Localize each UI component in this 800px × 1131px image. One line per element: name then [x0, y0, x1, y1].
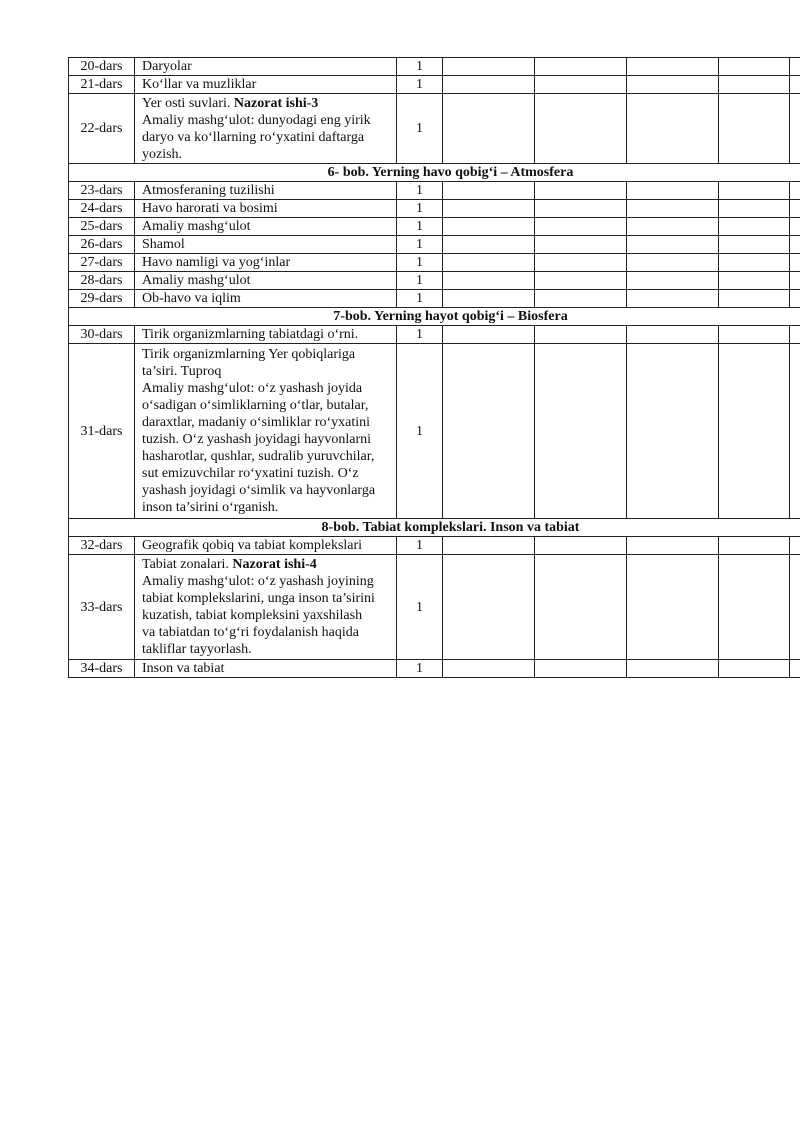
topic-line: [142, 397, 393, 414]
lesson-row: [69, 326, 800, 344]
lesson-hours: 1: [397, 290, 443, 308]
topic-line: [142, 482, 393, 499]
topic-line: [142, 380, 393, 397]
empty-cell: [443, 537, 535, 555]
empty-cell: [443, 218, 535, 236]
topic-line-text: Tabiat zonalari.: [142, 557, 233, 572]
lesson-plan-table: [68, 57, 800, 678]
empty-cell: [627, 94, 719, 164]
empty-cell: [535, 326, 627, 344]
empty-cell: [719, 344, 790, 519]
lesson-hours: 1: [397, 344, 443, 519]
empty-cell: [443, 555, 535, 660]
control-work-label: Nazorat ishi-3: [233, 95, 319, 111]
topic-line: [142, 590, 393, 607]
lesson-hours: 1: [397, 200, 443, 218]
chapter-heading-row: [69, 164, 800, 182]
lesson-row: [69, 200, 800, 218]
topic-line: [142, 112, 393, 129]
topic-line-text: Amaliy mashg‘ulot: o‘z yashash joyida: [142, 381, 363, 396]
empty-cell: [627, 236, 719, 254]
empty-cell: [535, 537, 627, 555]
topic-line-text: Shamol: [142, 237, 185, 252]
topic-line-text: Havo harorati va bosimi: [142, 201, 278, 216]
lesson-hours: 1: [397, 58, 443, 76]
empty-cell: [627, 76, 719, 94]
lesson-number: 23-dars: [69, 182, 135, 200]
lesson-number: 20-dars: [69, 58, 135, 76]
empty-cell: [627, 537, 719, 555]
empty-cell: [535, 660, 627, 678]
lesson-row: [69, 272, 800, 290]
lesson-number: 27-dars: [69, 254, 135, 272]
topic-line: [142, 624, 393, 641]
empty-cell: [535, 182, 627, 200]
empty-cell: [790, 58, 800, 76]
topic-line: [142, 95, 393, 112]
empty-cell: [443, 76, 535, 94]
topic-line-text: Geografik qobiq va tabiat komplekslari: [142, 538, 363, 553]
topic-line: [142, 363, 393, 380]
lesson-row: [69, 344, 800, 519]
lesson-number: 34-dars: [69, 660, 135, 678]
empty-cell: [535, 218, 627, 236]
topic-line-text: daryo va ko‘llarning ro‘yxatini daftarga: [142, 129, 365, 145]
topic-line: [142, 129, 393, 146]
empty-cell: [535, 344, 627, 519]
lesson-row: [69, 76, 800, 94]
lesson-topic: [135, 344, 397, 519]
topic-line: [142, 218, 393, 235]
chapter-title: 7-bob. Yerning hayot qobig‘i – Biosfera: [69, 308, 800, 326]
topic-line-text: tabiat komplekslarini, unga inson ta’sirini: [142, 591, 375, 606]
empty-cell: [627, 660, 719, 678]
empty-cell: [790, 537, 800, 555]
empty-cell: [535, 236, 627, 254]
empty-cell: [719, 537, 790, 555]
topic-line-text: o‘sadigan o‘simliklarning o‘tlar, butalar,: [142, 398, 369, 413]
topic-line: [142, 326, 393, 343]
lesson-hours: 1: [397, 660, 443, 678]
lesson-number: 21-dars: [69, 76, 135, 94]
empty-cell: [719, 94, 790, 164]
lesson-hours: 1: [397, 326, 443, 344]
chapter-title: 8-bob. Tabiat komplekslari. Inson va tabiat: [69, 519, 800, 537]
topic-line: [142, 573, 393, 590]
empty-cell: [627, 326, 719, 344]
empty-cell: [719, 58, 790, 76]
empty-cell: [627, 200, 719, 218]
lesson-hours: 1: [397, 94, 443, 164]
lesson-topic: [135, 326, 397, 344]
empty-cell: [790, 290, 800, 308]
empty-cell: [627, 290, 719, 308]
lesson-row: [69, 537, 800, 555]
lesson-row: [69, 218, 800, 236]
lesson-number: 33-dars: [69, 555, 135, 660]
lesson-number: 22-dars: [69, 94, 135, 164]
empty-cell: [719, 272, 790, 290]
topic-line: [142, 58, 393, 75]
empty-cell: [443, 660, 535, 678]
chapter-heading-row: [69, 519, 800, 537]
lesson-number: 25-dars: [69, 218, 135, 236]
topic-line-text: inson ta’sirini o‘rganish.: [142, 500, 279, 515]
topic-line-text: Tirik organizmlarning Yer qobiqlariga: [142, 347, 356, 362]
empty-cell: [790, 94, 800, 164]
empty-cell: [535, 290, 627, 308]
lesson-topic: [135, 58, 397, 76]
empty-cell: [535, 555, 627, 660]
lesson-hours: 1: [397, 236, 443, 254]
empty-cell: [719, 290, 790, 308]
topic-line: [142, 146, 393, 163]
lesson-hours: 1: [397, 555, 443, 660]
empty-cell: [535, 254, 627, 272]
empty-cell: [719, 218, 790, 236]
topic-line: [142, 448, 393, 465]
empty-cell: [790, 272, 800, 290]
lesson-number: 30-dars: [69, 326, 135, 344]
lesson-hours: 1: [397, 182, 443, 200]
topic-line-text: sut emizuvchilar ro‘yxatini tuzish. O‘z: [142, 466, 359, 481]
topic-line: [142, 641, 393, 658]
lesson-topic: [135, 76, 397, 94]
topic-line-text: yozish.: [142, 146, 183, 162]
empty-cell: [535, 76, 627, 94]
empty-cell: [790, 236, 800, 254]
topic-line: [142, 607, 393, 624]
topic-line-text: Inson va tabiat: [142, 661, 225, 676]
empty-cell: [627, 254, 719, 272]
topic-line: [142, 182, 393, 199]
empty-cell: [443, 58, 535, 76]
empty-cell: [719, 182, 790, 200]
lesson-row: [69, 555, 800, 660]
empty-cell: [443, 326, 535, 344]
topic-line-text: hasharotlar, qushlar, sudralib yuruvchilar,: [142, 449, 375, 464]
empty-cell: [790, 182, 800, 200]
lesson-number: 26-dars: [69, 236, 135, 254]
lesson-number: 31-dars: [69, 344, 135, 519]
lesson-topic: [135, 272, 397, 290]
topic-line: [142, 660, 393, 677]
lesson-number: 24-dars: [69, 200, 135, 218]
chapter-heading-row: [69, 308, 800, 326]
empty-cell: [790, 344, 800, 519]
empty-cell: [719, 200, 790, 218]
empty-cell: [719, 555, 790, 660]
lesson-hours: 1: [397, 254, 443, 272]
control-work-label: Nazorat ishi-4: [232, 557, 317, 572]
topic-line: [142, 499, 393, 516]
topic-line: [142, 290, 393, 307]
topic-line-text: yashash joyidagi o‘simlik va hayvonlarga: [142, 483, 376, 498]
empty-cell: [535, 272, 627, 290]
topic-line: [142, 200, 393, 217]
empty-cell: [627, 182, 719, 200]
lesson-row: [69, 182, 800, 200]
lesson-row: [69, 660, 800, 678]
topic-line-text: daraxtlar, madaniy o‘simliklar ro‘yxatini: [142, 415, 371, 430]
topic-line-text: Havo namligi va yog‘inlar: [142, 255, 291, 270]
lesson-topic: [135, 254, 397, 272]
empty-cell: [443, 290, 535, 308]
topic-line-text: Amaliy mashg‘ulot: [142, 219, 251, 234]
empty-cell: [443, 94, 535, 164]
empty-cell: [443, 200, 535, 218]
topic-line: [142, 537, 393, 554]
topic-line: [142, 414, 393, 431]
lesson-topic: [135, 94, 397, 164]
topic-line: [142, 465, 393, 482]
empty-cell: [443, 272, 535, 290]
empty-cell: [627, 344, 719, 519]
topic-line-text: ta’siri. Tuproq: [142, 364, 222, 379]
lesson-row: [69, 236, 800, 254]
topic-line-text: Ko‘llar va muzliklar: [142, 77, 257, 92]
lesson-row: [69, 290, 800, 308]
lesson-topic: [135, 290, 397, 308]
topic-line: [142, 556, 393, 573]
empty-cell: [535, 200, 627, 218]
empty-cell: [627, 218, 719, 236]
lesson-number: 32-dars: [69, 537, 135, 555]
topic-line-text: Amaliy mashg‘ulot: [142, 273, 251, 288]
empty-cell: [443, 182, 535, 200]
empty-cell: [790, 555, 800, 660]
empty-cell: [719, 76, 790, 94]
empty-cell: [790, 218, 800, 236]
lesson-plan-body: [69, 58, 800, 678]
empty-cell: [443, 344, 535, 519]
empty-cell: [790, 76, 800, 94]
topic-line: [142, 346, 393, 363]
topic-line-text: Daryolar: [142, 59, 192, 74]
topic-line-text: Tirik organizmlarning tabiatdagi o‘rni.: [142, 327, 359, 342]
topic-line-text: Yer osti suvlari.: [142, 95, 234, 111]
empty-cell: [790, 254, 800, 272]
lesson-hours: 1: [397, 537, 443, 555]
topic-line-text: va tabiatdan to‘g‘ri foydalanish haqida: [142, 625, 359, 640]
lesson-topic: [135, 660, 397, 678]
lesson-topic: [135, 236, 397, 254]
topic-line-text: takliflar tayyorlash.: [142, 642, 252, 657]
lesson-hours: 1: [397, 272, 443, 290]
empty-cell: [535, 94, 627, 164]
lesson-topic: [135, 200, 397, 218]
topic-line-text: Atmosferaning tuzilishi: [142, 183, 275, 198]
topic-line-text: Amaliy mashg‘ulot: dunyodagi eng yirik: [142, 112, 371, 128]
chapter-title: 6- bob. Yerning havo qobig‘i – Atmosfera: [69, 164, 800, 182]
topic-line-text: tuzish. O‘z yashash joyidagi hayvonlarni: [142, 432, 372, 447]
lesson-row: [69, 94, 800, 164]
empty-cell: [627, 272, 719, 290]
topic-line: [142, 236, 393, 253]
empty-cell: [790, 200, 800, 218]
lesson-number: 28-dars: [69, 272, 135, 290]
lesson-topic: [135, 537, 397, 555]
lesson-hours: 1: [397, 218, 443, 236]
lesson-row: [69, 58, 800, 76]
empty-cell: [719, 660, 790, 678]
topic-line-text: Ob-havo va iqlim: [142, 291, 241, 306]
lesson-row: [69, 254, 800, 272]
empty-cell: [535, 58, 627, 76]
lesson-hours: 1: [397, 76, 443, 94]
topic-line: [142, 431, 393, 448]
empty-cell: [790, 326, 800, 344]
lesson-number: 29-dars: [69, 290, 135, 308]
empty-cell: [719, 326, 790, 344]
empty-cell: [627, 555, 719, 660]
topic-line-text: Amaliy mashg‘ulot: o‘z yashash joyining: [142, 574, 374, 589]
empty-cell: [627, 58, 719, 76]
lesson-topic: [135, 555, 397, 660]
topic-line: [142, 272, 393, 289]
empty-cell: [790, 660, 800, 678]
topic-line: [142, 76, 393, 93]
empty-cell: [443, 254, 535, 272]
topic-line-text: kuzatish, tabiat kompleksini yaxshilash: [142, 608, 363, 623]
lesson-topic: [135, 182, 397, 200]
topic-line: [142, 254, 393, 271]
lesson-topic: [135, 218, 397, 236]
empty-cell: [719, 254, 790, 272]
empty-cell: [443, 236, 535, 254]
empty-cell: [719, 236, 790, 254]
